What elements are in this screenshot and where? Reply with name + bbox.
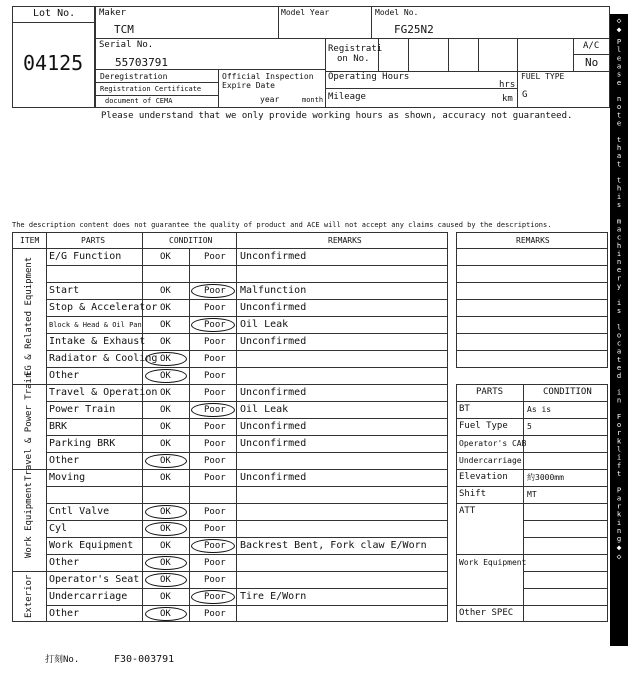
spec-part-label: Work Equipment <box>459 558 527 567</box>
spec-condition-value: 5 <box>527 422 532 431</box>
ok-option: OK <box>160 473 171 483</box>
sidebar-diamond-bottom-icon: ◆ <box>616 543 622 553</box>
spec-part-label: Other SPEC <box>459 608 514 618</box>
description-notice: The description content does not guarantee the quality of product and ACE will not accept any claims caused by the descriptions. <box>12 221 552 229</box>
expire-date-label: Expire Date <box>222 81 275 90</box>
poor-option: Poor <box>204 252 226 262</box>
group-label: Exterior <box>24 574 35 619</box>
spec-part-label: BT <box>459 404 470 414</box>
poor-option: Poor <box>204 337 226 347</box>
ok-circle-mark <box>145 556 187 570</box>
remark-text: Tire E/Worn <box>240 591 307 602</box>
registration-label-2: on No. <box>337 54 370 64</box>
serial-no-value: 55703791 <box>115 56 168 69</box>
part-label: Cyl <box>49 523 68 534</box>
ok-option: OK <box>160 541 171 551</box>
poor-option: Poor <box>204 388 226 398</box>
month-label: month <box>302 96 324 104</box>
poor-option: Poor <box>204 541 226 551</box>
ok-option: OK <box>160 575 171 585</box>
part-label: Power Train <box>49 404 116 415</box>
year-label: year <box>260 95 280 104</box>
ok-option: OK <box>160 354 171 364</box>
header-item: ITEM <box>20 236 40 245</box>
fuel-type-value: G <box>522 90 528 100</box>
serial-no-label: Serial No. <box>99 40 154 50</box>
right-remarks-header: REMARKS <box>516 236 550 245</box>
ok-circle-mark <box>145 522 187 536</box>
ok-option: OK <box>160 252 171 262</box>
poor-option: Poor <box>204 286 226 296</box>
poor-option: Poor <box>204 354 226 364</box>
official-inspection-label: Official Inspection <box>222 72 314 81</box>
spec-condition-value: 約3000mm <box>527 473 564 482</box>
spec-part-label: Operator's CAB <box>459 439 527 448</box>
registration-label: Registrati <box>328 44 383 54</box>
poor-option: Poor <box>204 303 226 313</box>
spec-part-label: Undercarriage <box>459 456 522 465</box>
part-label: Moving <box>49 472 86 483</box>
spec-condition-value: MT <box>527 490 537 499</box>
remark-text: Unconfirmed <box>240 438 307 449</box>
poor-option: Poor <box>204 609 226 619</box>
part-label: Parking BRK <box>49 438 116 449</box>
poor-option: Poor <box>204 507 226 517</box>
part-label: Other <box>49 455 80 466</box>
sidebar-diamond-top-icon-2: ◆ <box>616 25 622 34</box>
maker-label: Maker <box>99 8 127 18</box>
part-label: E/G Function <box>49 251 122 262</box>
poor-option: Poor <box>204 320 226 330</box>
header-parts: PARTS <box>81 236 106 245</box>
poor-option: Poor <box>204 422 226 432</box>
spec-part-label: Fuel Type <box>459 421 508 431</box>
header-remarks: REMARKS <box>328 236 362 245</box>
poor-option: Poor <box>204 456 226 466</box>
poor-option: Poor <box>204 524 226 534</box>
lot-number: 04125 <box>23 51 84 75</box>
ok-option: OK <box>160 558 171 568</box>
poor-option: Poor <box>204 558 226 568</box>
spec-part-label: Shift <box>459 489 487 499</box>
sidebar-note-text: Please note that this machinery is located in Forklift Parking <box>614 37 624 543</box>
operating-hours-label: Operating Hours <box>328 72 410 82</box>
stamp-number-label: 打刻No. <box>45 655 80 665</box>
part-label: Travel & Operation <box>49 387 158 398</box>
ok-option: OK <box>160 456 171 466</box>
ok-option: OK <box>160 286 171 296</box>
part-label: Undercarriage <box>49 591 128 602</box>
remark-text: Oil Leak <box>240 404 289 415</box>
spec-part-label: Elevation <box>459 472 508 482</box>
remark-text: Backrest Bent, Fork claw E/Worn <box>240 540 427 551</box>
poor-option: Poor <box>204 592 226 602</box>
ok-option: OK <box>160 524 171 534</box>
header-condition: CONDITION <box>169 236 213 245</box>
ok-circle-mark <box>145 607 187 621</box>
model-no-value: FG25N2 <box>394 23 434 36</box>
part-label: Block & Head & Oil Pan <box>49 321 142 329</box>
poor-option: Poor <box>204 371 226 381</box>
ok-circle-mark <box>145 505 187 519</box>
poor-option: Poor <box>204 473 226 483</box>
group-label: EG & Related Equipment <box>24 256 35 376</box>
spec-condition-value: As is <box>527 405 552 414</box>
remark-text: Oil Leak <box>240 319 289 330</box>
spec-header-parts: PARTS <box>476 387 504 397</box>
deregistration-label: Deregistration <box>100 72 168 81</box>
ok-option: OK <box>160 303 171 313</box>
remark-text: Unconfirmed <box>240 387 307 398</box>
right-remarks-box <box>456 232 608 368</box>
part-label: BRK <box>49 421 68 432</box>
spec-part-label: ATT <box>459 506 476 516</box>
ok-circle-mark <box>145 369 187 383</box>
part-label: Other <box>49 608 80 619</box>
part-label: Other <box>49 370 80 381</box>
remark-text: Unconfirmed <box>240 336 307 347</box>
location-note-bar <box>610 14 628 646</box>
part-label: Other <box>49 557 80 568</box>
poor-circle-mark <box>191 539 235 553</box>
ok-option: OK <box>160 422 171 432</box>
remark-text: Unconfirmed <box>240 302 307 313</box>
remark-text: Malfunction <box>240 285 307 296</box>
model-no-label: Model No. <box>375 8 419 17</box>
group-label: Work Equipment <box>24 482 35 558</box>
poor-circle-mark <box>191 403 235 417</box>
ok-option: OK <box>160 371 171 381</box>
ok-circle-mark <box>145 352 187 366</box>
ok-option: OK <box>160 592 171 602</box>
fuel-type-label: FUEL TYPE <box>521 72 565 81</box>
remark-text: Unconfirmed <box>240 472 307 483</box>
part-label: Cntl Valve <box>49 506 110 517</box>
part-label: Work Equipment <box>49 540 134 551</box>
poor-circle-mark <box>191 284 235 298</box>
stamp-number-value: F30-003791 <box>114 654 175 665</box>
part-label: Radiator & Cooling <box>49 353 158 364</box>
part-label: Intake & Exhaust <box>49 336 146 347</box>
ok-circle-mark <box>145 454 187 468</box>
document-of-cema-label: document of CEMA <box>105 97 173 105</box>
ok-circle-mark <box>145 573 187 587</box>
model-year-label: Model Year <box>281 8 330 17</box>
mileage-label: Mileage <box>328 92 366 102</box>
hours-notice: Please understand that we only provide working hours as shown, accuracy not guaranteed. <box>101 111 573 121</box>
spec-header-condition: CONDITION <box>543 387 592 397</box>
poor-option: Poor <box>204 575 226 585</box>
remark-text: Unconfirmed <box>240 251 307 262</box>
ok-option: OK <box>160 609 171 619</box>
ok-option: OK <box>160 439 171 449</box>
sidebar-diamond-top-icon: ◇ <box>616 16 622 25</box>
ok-option: OK <box>160 507 171 517</box>
ok-option: OK <box>160 388 171 398</box>
registration-certificate-label: Registration Certificate <box>100 85 202 93</box>
ok-option: OK <box>160 405 171 415</box>
group-label: Travel & Power Train <box>24 372 35 481</box>
part-label: Start <box>49 285 80 296</box>
part-label: Stop & Accelerator <box>49 302 158 313</box>
poor-option: Poor <box>204 405 226 415</box>
part-label: Operator's Seat <box>49 574 140 585</box>
poor-option: Poor <box>204 439 226 449</box>
ok-option: OK <box>160 337 171 347</box>
poor-circle-mark <box>191 590 235 604</box>
sidebar-diamond-bottom-icon-2: ◇ <box>616 552 622 562</box>
poor-circle-mark <box>191 318 235 332</box>
hrs-label: hrs <box>499 80 516 90</box>
remark-text: Unconfirmed <box>240 421 307 432</box>
lot-number-label: Lot No. <box>33 8 76 19</box>
km-label: km <box>502 94 513 104</box>
maker-value: TCM <box>114 23 134 36</box>
ac-value: No <box>585 56 599 69</box>
ac-label: A/C <box>583 41 600 51</box>
ok-option: OK <box>160 320 171 330</box>
